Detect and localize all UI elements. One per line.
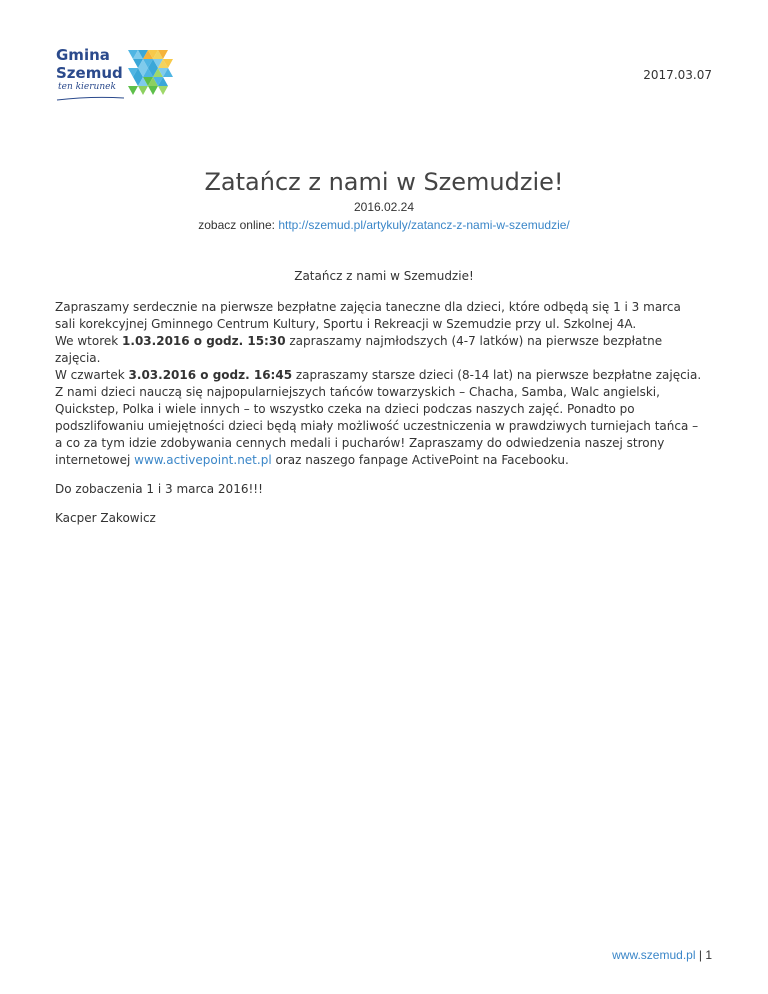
page-footer <box>612 948 712 962</box>
paragraph-line <box>55 452 713 469</box>
text-run: We wtorek <box>55 334 123 348</box>
article-url-link[interactable]: http://szemud.pl/artykuly/zatancz-z-nami-w-szemudzie/ <box>278 218 570 232</box>
online-label: zobacz online: <box>198 218 275 232</box>
logo-swoosh-icon <box>56 96 126 102</box>
paragraph-line: Quickstep, Polka i wiele innych – to wszystko czeka na dzieci podczas naszych zajęć. Ponadto po <box>55 402 635 416</box>
footer-separator: | <box>695 948 706 962</box>
logo-line2: Szemud <box>56 64 123 82</box>
paragraph-line: a co za tym idzie zdobywania cennych medali i pucharów! Zapraszamy do odwiedzenia naszej strony <box>55 436 665 450</box>
triangle-mosaic-icon <box>126 50 188 100</box>
text-run: zapraszamy najmłodszych (4-7 latków) na pierwsze bezpłatne <box>285 334 663 348</box>
text-run: internetowej <box>55 453 135 467</box>
document-date: 2017.03.07 <box>643 68 712 82</box>
page-number: 1 <box>705 948 712 962</box>
article-body <box>55 268 713 527</box>
article-paragraph <box>55 299 713 469</box>
paragraph-line <box>55 367 713 384</box>
paragraph-line <box>55 333 713 350</box>
online-link-line <box>0 218 768 232</box>
text-run: zapraszamy starsze dzieci (8-14 lat) na pierwsze bezpłatne zajęcia. <box>292 368 702 382</box>
paragraph-line: Zapraszamy serdecznie na pierwsze bezpłatne zajęcia taneczne dla dzieci, które odbędą się 1 i 3 marca <box>55 300 681 314</box>
text-run: W czwartek <box>55 368 129 382</box>
gmina-szemud-logo <box>56 46 188 102</box>
paragraph-line: podszlifowaniu umiejętności dzieci będą miały możliwość uczestniczenia w prawdziwych turniejach tańca – <box>55 419 699 433</box>
activepoint-link[interactable]: www.activepoint.net.pl <box>134 453 272 467</box>
footer-site-link[interactable]: www.szemud.pl <box>612 948 696 962</box>
logo-tagline: ten kierunek <box>58 82 116 92</box>
logo-line1: Gmina <box>56 46 110 64</box>
article-intro: Zatańcz z nami w Szemudzie! <box>294 269 474 283</box>
author-name: Kacper Zakowicz <box>55 511 156 525</box>
bold-datetime: 3.03.2016 o godz. 16:45 <box>128 368 293 382</box>
article-title: Zatańcz z nami w Szemudzie! <box>204 168 564 196</box>
article-date: 2016.02.24 <box>353 200 415 214</box>
paragraph-line: zajęcia. <box>55 351 101 365</box>
logo-wordmark <box>56 46 123 82</box>
paragraph-line: sali korekcyjnej Gminnego Centrum Kultury, Sportu i Rekreacji w Szemudzie przy ul. Szkolnej 4A. <box>55 317 637 331</box>
text-run: oraz naszego fanpage ActivePoint na Facebooku. <box>271 453 569 467</box>
closing-line: Do zobaczenia 1 i 3 marca 2016!!! <box>55 482 263 496</box>
bold-datetime: 1.03.2016 o godz. 15:30 <box>122 334 286 348</box>
paragraph-line: Z nami dzieci nauczą się najpopularniejszych tańców towarzyskich – Chacha, Samba, Walc angielski, <box>55 385 660 399</box>
